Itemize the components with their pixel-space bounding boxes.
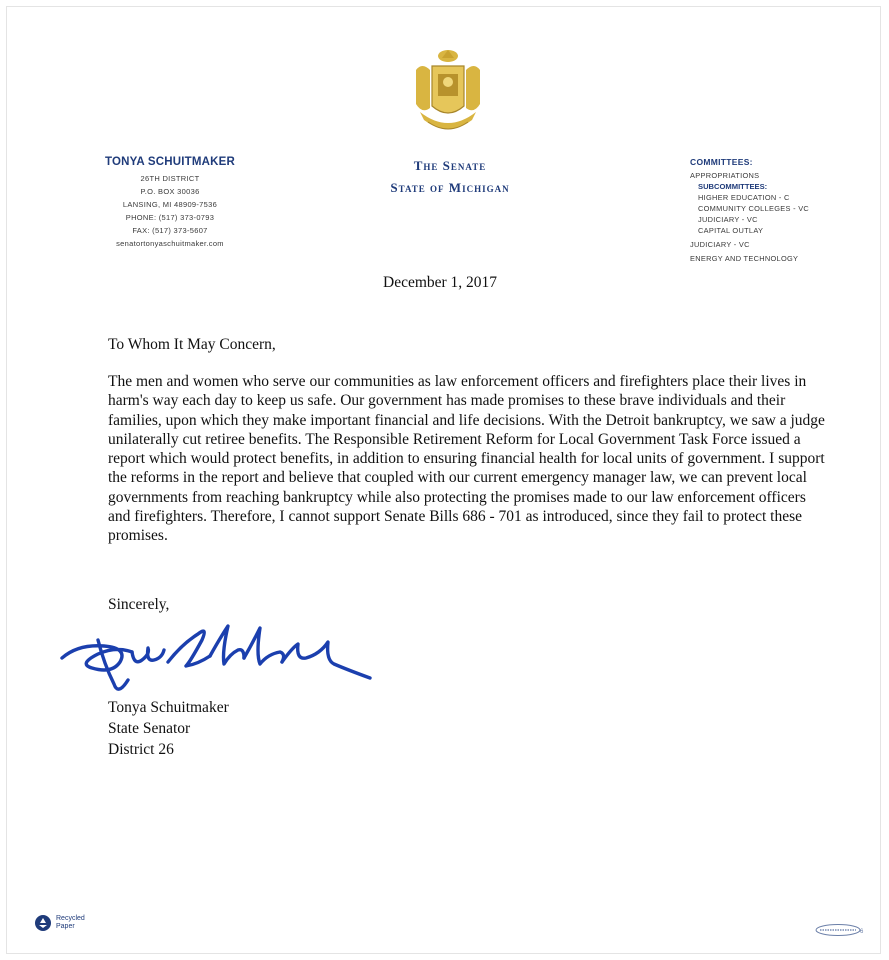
chamber-title: The Senate <box>413 158 487 173</box>
svg-text:6: 6 <box>860 929 864 935</box>
recycled-paper-mark <box>34 914 85 932</box>
signer-name: Tonya Schuitmaker <box>108 699 229 716</box>
fax-line: FAX: (517) 373-5607 <box>132 226 208 235</box>
subcommittee-item: JUDICIARY - VC <box>698 215 758 224</box>
po-box-line: P.O. BOX 30036 <box>140 187 200 196</box>
paper-label: Paper <box>56 923 75 930</box>
address-lines <box>60 172 280 250</box>
committee-item: ENERGY AND TECHNOLOGY <box>690 254 799 263</box>
michigan-seal-icon <box>408 48 488 140</box>
district-line: 26TH DISTRICT <box>140 174 200 183</box>
committees-heading: COMMITTEES: <box>690 157 753 167</box>
subcommittee-item: HIGHER EDUCATION - C <box>698 193 790 202</box>
senate-title-block <box>340 155 560 199</box>
letter-body: The men and women who serve our communities as law enforcement officers and firefighters place their lives in harm's way each day to keep us safe. Our government has made promises to these brave individuals and their families, upon which they make important financial and life decisions. With the Detroit bankruptcy, we saw a judge unilaterally cut retiree benefits. The Responsible Retirement Reform for Local Government Task Force issued a report which would protect benefits, in addition to ensuring financial health for local units of government. I support the reforms in the report and believe that coupled with our current emergency manager law, we can prevent local governments from reaching bankruptcy while also protecting the promises made to our law enforcement officers and firefighters. Therefore, I cannot support Senate Bills 686 - 701 as introduced, since they fail to protect these promises. <box>108 373 825 545</box>
recycled-label: Recycled <box>56 915 85 922</box>
letter-date: December 1, 2017 <box>383 274 498 291</box>
subcommittee-item: CAPITAL OUTLAY <box>698 226 764 235</box>
state-title: State of Michigan <box>390 180 510 195</box>
subcommittees-heading: SUBCOMMITTEES: <box>698 182 768 191</box>
signer-title: State Senator <box>108 720 191 737</box>
recycle-icon <box>34 914 52 932</box>
signer-district: District 26 <box>108 741 174 758</box>
website-link[interactable]: senatortonyaschuitmaker.com <box>116 239 224 248</box>
phone-line: PHONE: (517) 373-0793 <box>125 213 215 222</box>
senator-contact-block <box>60 156 280 250</box>
city-line: LANSING, MI 48909-7536 <box>122 200 218 209</box>
committee-appropriations: APPROPRIATIONS <box>690 171 760 180</box>
committee-item: JUDICIARY - VC <box>690 240 750 249</box>
subcommittee-item: COMMUNITY COLLEGES - VC <box>698 204 810 213</box>
union-label-icon <box>814 923 864 937</box>
closing: Sincerely, <box>108 596 170 613</box>
signature-block <box>108 697 229 760</box>
salutation: To Whom It May Concern, <box>108 336 276 353</box>
committees-block <box>690 157 880 264</box>
senator-name: TONYA SCHUITMAKER <box>104 156 236 168</box>
handwritten-signature <box>58 614 378 698</box>
